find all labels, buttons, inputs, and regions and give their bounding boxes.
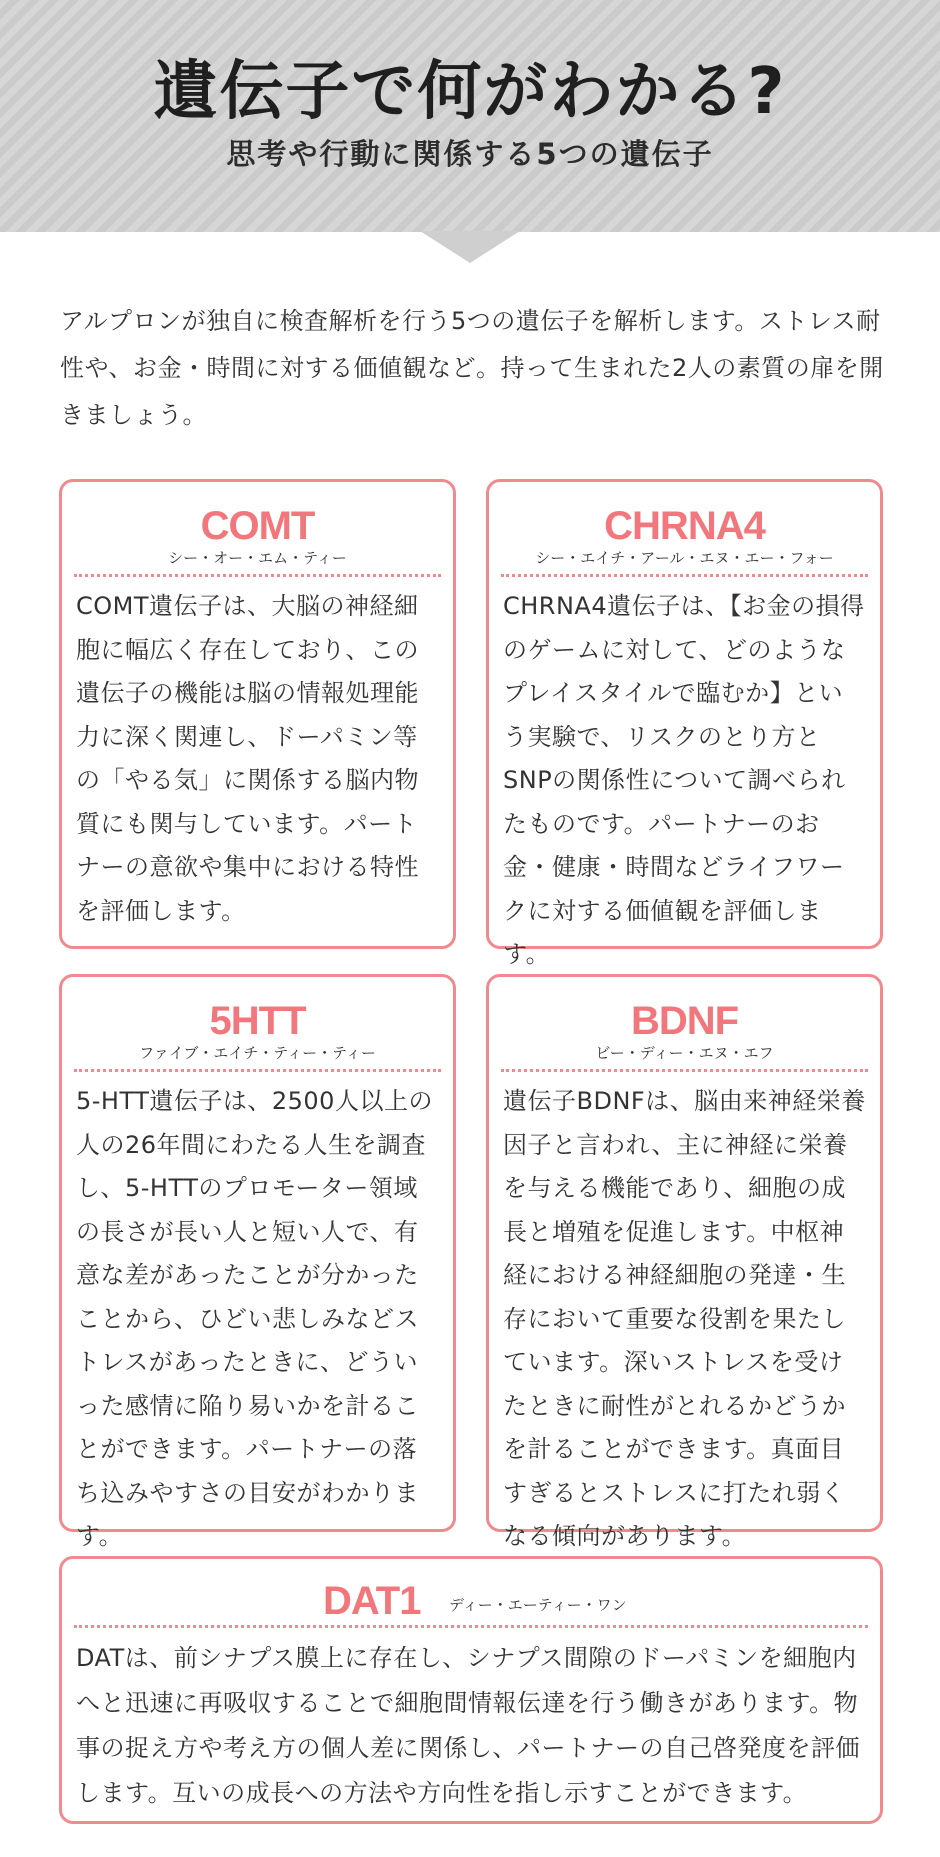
gene-name: CHRNA4 xyxy=(604,504,765,548)
gene-card-bdnf xyxy=(486,974,883,1550)
gene-card-header xyxy=(489,977,880,1063)
gene-description: 遺伝子BDNFは、脳由来神経栄養因子と言われ、主に神経に栄養を与える機能であり、細胞の成長と増殖を促進します。中枢神経における神経細胞の発達・生存において重要な役割を果たしています。深いストレスを受けたときに耐性がとれるかどうかを計ることができます。真面目すぎるとストレスに打たれ弱くなる傾向があります。 xyxy=(503,1087,866,1550)
gene-card-5htt xyxy=(59,974,456,1550)
gene-name: BDNF xyxy=(630,999,739,1043)
gene-reading: シー・エイチ・アール・エヌ・エー・フォー xyxy=(535,549,834,567)
gene-reading: ファイブ・エイチ・ティー・ティー xyxy=(139,1044,376,1062)
intro-paragraph: アルプロンが独自に検査解析を行う5つの遺伝子を解析します。ストレス耐性や、お金・時間に対する価値観など。持って生まれた2人の素質の扉を開きましょう。 xyxy=(60,307,884,429)
gene-card-header xyxy=(62,1559,880,1625)
gene-card-header xyxy=(62,977,453,1063)
gene-description: COMT遺伝子は、大脳の神経細胞に幅広く存在しており、この遺伝子の機能は脳の情報処理能力に深く関連し、ドーパミン等の「やる気」に関係する脳内物質にも関与しています。パートナーの意欲や集中における特性を評価します。 xyxy=(76,592,419,925)
gene-description: CHRNA4遺伝子は、【お金の損得のゲームに対して、どのようなプレイスタイルで臨むか】という実験で、リスクのとり方とSNPの関係性について調べられたものです。パートナーのお金・健康・時間などライフワークに対する価値観を評価します。 xyxy=(503,592,865,968)
gene-card-chrna4 xyxy=(486,479,883,968)
gene-name: DAT1 xyxy=(323,1579,421,1623)
gene-description: DATは、前シナプス膜上に存在し、シナプス間隙のドーパミンを細胞内へと迅速に再吸収することで細胞間情報伝達を行う働きがあります。物事の捉え方や考え方の個人差に関係し、パートナーの自己啓発度を評価します。互いの成長への方法や方向性を指し示すことができます。 xyxy=(76,1644,860,1807)
gene-reading: シー・オー・エム・ティー xyxy=(168,549,347,567)
gene-reading: ビー・ディー・エヌ・エフ xyxy=(595,1044,774,1062)
gene-name: 5HTT xyxy=(209,999,306,1043)
page-title: 遺伝子で何がわかる? xyxy=(153,55,787,129)
gene-card-header xyxy=(62,482,453,568)
gene-card-header xyxy=(489,482,880,568)
gene-description: 5-HTT遺伝子は、2500人以上の人の26年間にわたる人生を調査し、5-HTTのプロモーター領域の長さが長い人と短い人で、有意な差があったことが分かったことから、ひどい悲しみなどストレスがあったときに、どういった感情に陥り易いかを計ることができます。パートナーの落ち込みやすさの目安がわかります。 xyxy=(76,1087,433,1550)
gene-card-comt xyxy=(59,479,456,949)
header-banner xyxy=(0,0,940,232)
page-subtitle: 思考や行動に関係する5つの遺伝子 xyxy=(226,137,714,171)
header-arrow-notch xyxy=(420,231,520,263)
gene-name: COMT xyxy=(200,504,315,548)
gene-reading: ディー・エーティー・ワン xyxy=(449,1596,627,1614)
gene-card-dat1 xyxy=(59,1556,883,1824)
